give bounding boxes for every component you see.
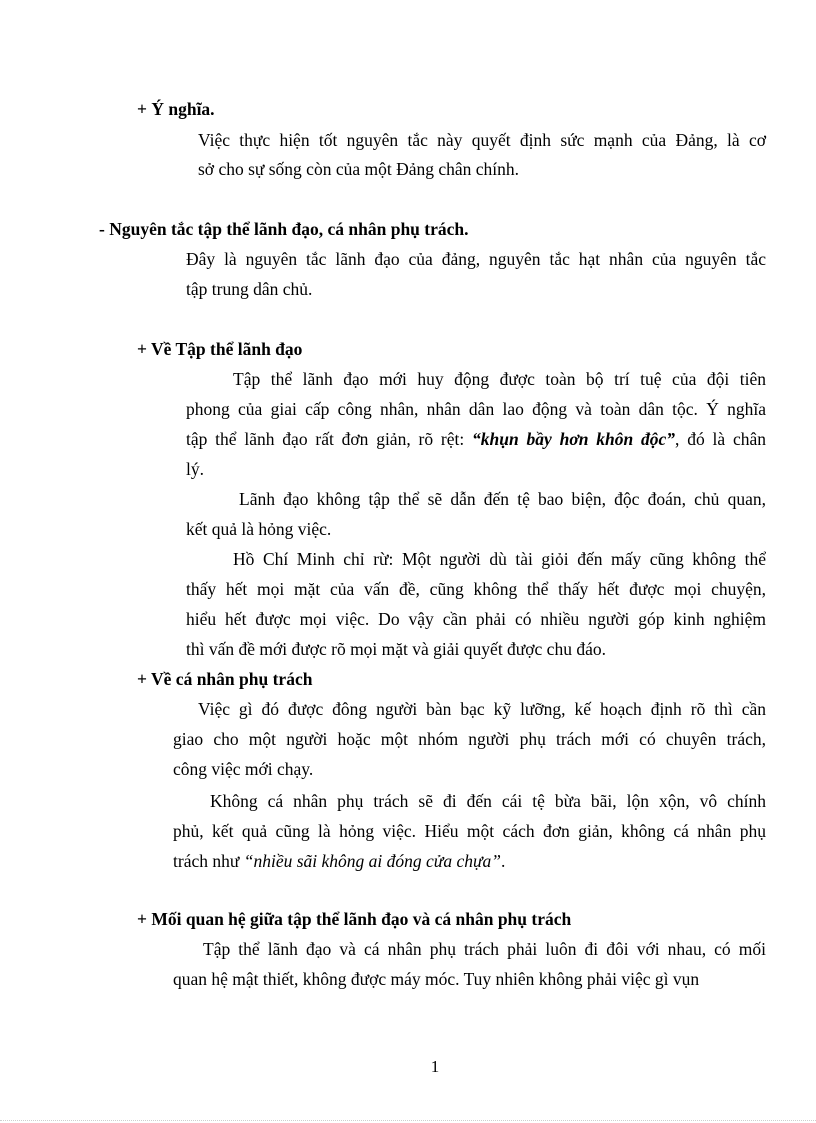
ca-nhan-p2-line-2: phủ, kết quả cũng là hỏng việc. Hiểu một cách đơn giản, không cá nhân phụ bbox=[173, 821, 766, 841]
heading-tap-the-lanh-dao: + Về Tập thể lãnh đạo bbox=[137, 339, 303, 359]
y-nghia-line-2: sở cho sự sống còn của một Đảng chân chính. bbox=[198, 159, 520, 179]
tap-the-p3-line-3: hiểu hết được mọi việc. Do vậy cần phải có nhiều người góp kinh nghiệm bbox=[186, 609, 766, 629]
tap-the-p1-line-1: Tập thể lãnh đạo mới huy động được toàn bộ trí tuệ của đội tiên bbox=[233, 369, 766, 389]
page-bottom-divider bbox=[0, 1120, 816, 1121]
heading-nguyen-tac: - Nguyên tắc tập thể lãnh đạo, cá nhân phụ trách. bbox=[99, 219, 469, 239]
ca-nhan-p1-line-3: công việc mới chạy. bbox=[173, 759, 314, 779]
ca-nhan-p2-line-3-text-b: . bbox=[501, 851, 506, 871]
heading-ca-nhan-phu-trach: + Về cá nhân phụ trách bbox=[137, 669, 313, 689]
ca-nhan-p2-line-3-text-a: trách như bbox=[173, 851, 244, 871]
tap-the-p3-line-2: thấy hết mọi mặt của vấn đề, cũng không thể thấy hết được mọi chuyện, bbox=[186, 579, 766, 599]
nguyen-tac-line-2: tập trung dân chủ. bbox=[186, 279, 313, 299]
moi-quan-he-line-1: Tập thể lãnh đạo và cá nhân phụ trách phải luôn đi đôi với nhau, có mối bbox=[203, 939, 766, 959]
tap-the-p1-line-2: phong của giai cấp công nhân, nhân dân lao động và toàn dân tộc. Ý nghĩa bbox=[186, 399, 766, 419]
tap-the-p1-line-3-text-b: , đó là chân bbox=[675, 429, 766, 449]
tap-the-p1-line-3 bbox=[186, 428, 766, 450]
ca-nhan-p2-line-1: Không cá nhân phụ trách sẽ đi đến cái tệ bừa bãi, lộn xộn, vô chính bbox=[210, 791, 766, 811]
quote-khon-bay: “khụn bầy hơn khôn độc” bbox=[472, 429, 676, 449]
tap-the-p3-line-1: Hồ Chí Minh chỉ rừ: Một người dù tài giỏi đến mấy cũng không thể bbox=[233, 549, 766, 569]
heading-moi-quan-he: + Mối quan hệ giữa tập thể lãnh đạo và cá nhân phụ trách bbox=[137, 909, 572, 929]
page-number: 1 bbox=[430, 1057, 440, 1076]
moi-quan-he-line-2: quan hệ mật thiết, không được máy móc. Tuy nhiên không phải việc gì vụn bbox=[173, 969, 700, 989]
tap-the-p3-line-4: thì vấn đề mới được rõ mọi mặt và giải quyết được chu đáo. bbox=[186, 639, 606, 659]
ca-nhan-p2-line-3 bbox=[173, 850, 505, 872]
tap-the-p1-line-4: lý. bbox=[186, 459, 204, 479]
tap-the-p2-line-2: kết quả là hỏng việc. bbox=[186, 519, 332, 539]
ca-nhan-p1-line-1: Việc gì đó được đông người bàn bạc kỹ lưỡng, kế hoạch định rõ thì cần bbox=[198, 699, 766, 719]
heading-y-nghia: + Ý nghĩa. bbox=[137, 99, 215, 119]
nguyen-tac-line-1: Đây là nguyên tắc lãnh đạo của đảng, nguyên tắc hạt nhân của nguyên tắc bbox=[186, 249, 766, 269]
tap-the-p1-line-3-text-a: tập thể lãnh đạo rất đơn giản, rõ rệt: bbox=[186, 429, 473, 449]
tap-the-p2-line-1: Lãnh đạo không tập thể sẽ dẫn đến tệ bao biện, độc đoán, chủ quan, bbox=[239, 489, 766, 509]
y-nghia-line-1: Việc thực hiện tốt nguyên tắc này quyết định sức mạnh của Đảng, là cơ bbox=[198, 130, 766, 150]
ca-nhan-p1-line-2: giao cho một người hoặc một nhóm người phụ trách mới có chuyên trách, bbox=[173, 729, 766, 749]
quote-nhieu-sai: “nhiều sãi không ai đóng cửa chựa” bbox=[243, 851, 501, 871]
